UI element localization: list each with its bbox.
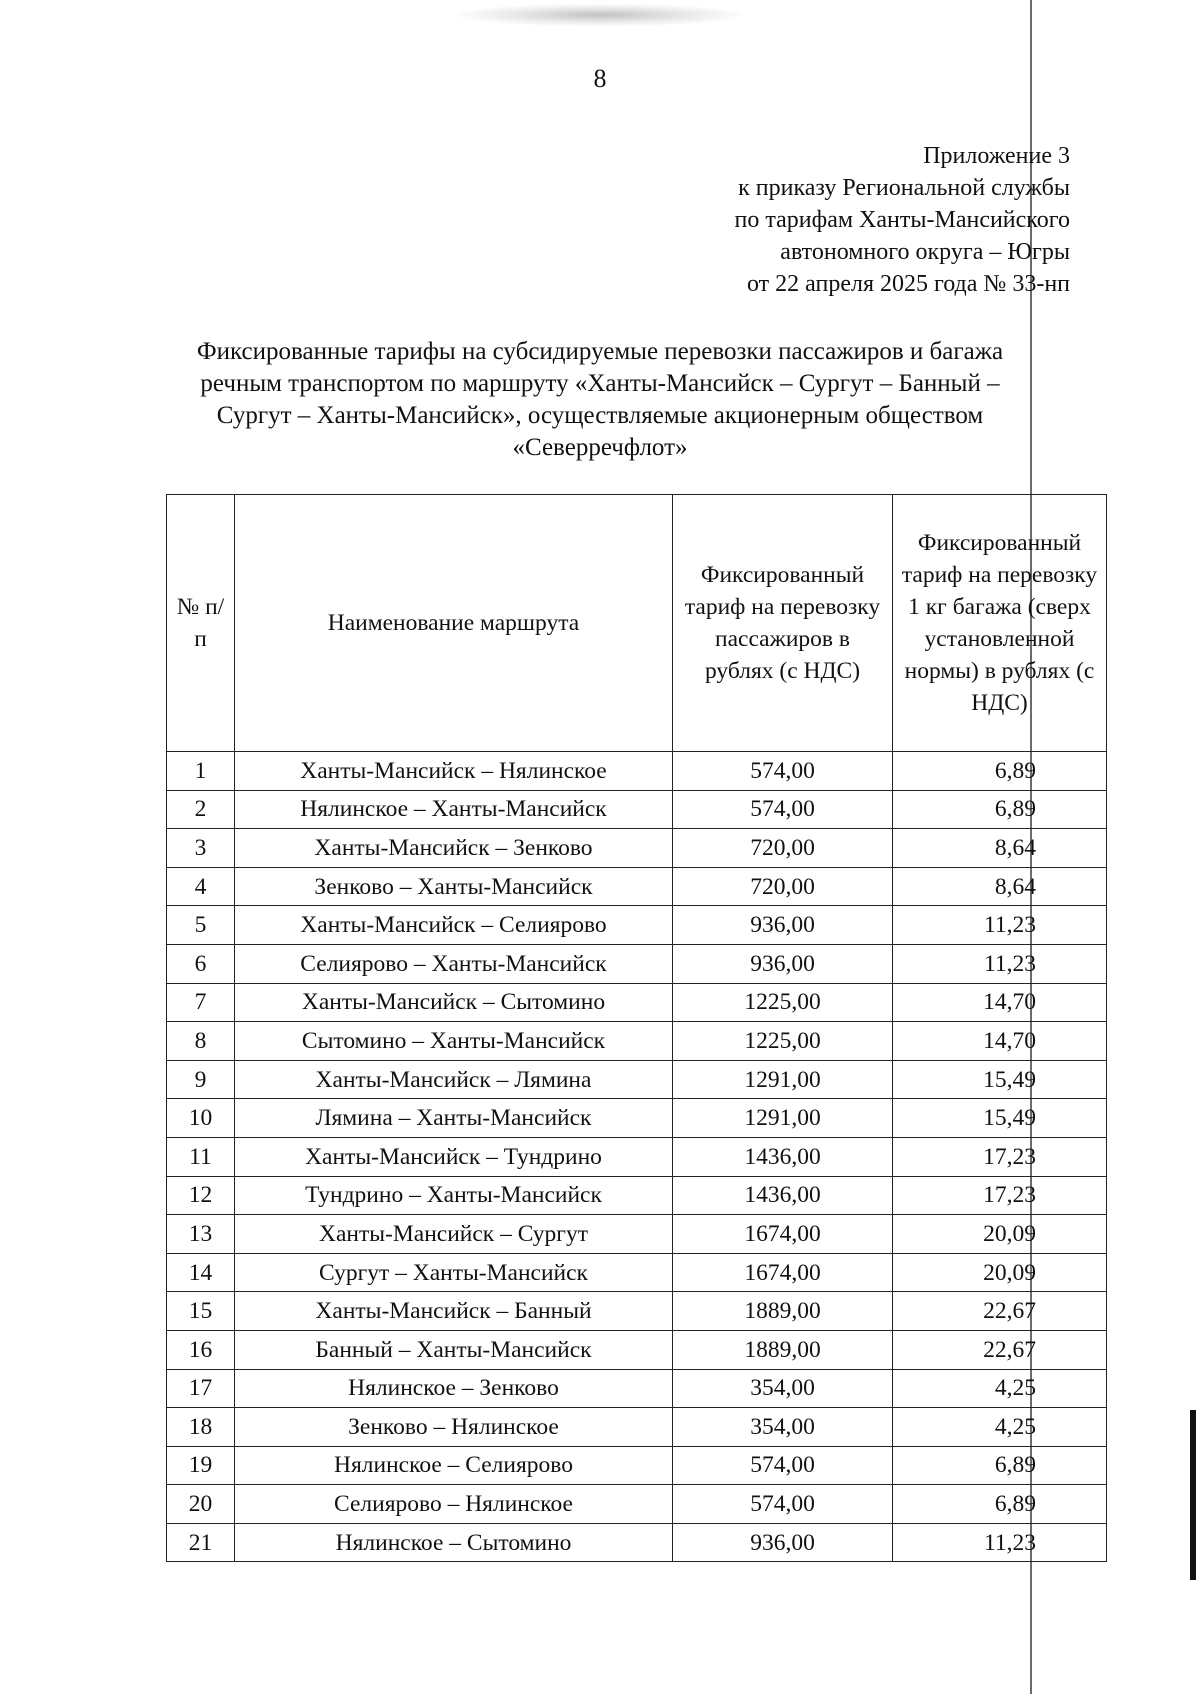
table-row — [167, 906, 1107, 945]
table-row — [167, 1485, 1107, 1524]
row-number-cell: 2 — [167, 790, 235, 829]
row-route-cell: Сытомино – Ханты-Мансийск — [235, 1022, 673, 1061]
table-row — [167, 1369, 1107, 1408]
row-baggage-tariff-cell: 20,09 — [893, 1215, 1107, 1254]
row-number-cell: 3 — [167, 829, 235, 868]
table-row — [167, 1523, 1107, 1562]
row-passenger-tariff-cell: 936,00 — [673, 906, 893, 945]
row-baggage-tariff-cell: 11,23 — [893, 906, 1107, 945]
table-row — [167, 1253, 1107, 1292]
row-passenger-tariff-cell: 720,00 — [673, 867, 893, 906]
row-passenger-tariff-cell: 936,00 — [673, 1523, 893, 1562]
row-number-cell: 8 — [167, 1022, 235, 1061]
row-route-cell: Сургут – Ханты-Мансийск — [235, 1253, 673, 1292]
appendix-line: от 22 апреля 2025 года № 33-нп — [746, 271, 1070, 297]
appendix-line: Приложение 3 — [923, 143, 1070, 169]
row-baggage-tariff-cell: 15,49 — [893, 1060, 1107, 1099]
row-passenger-tariff-cell: 1436,00 — [673, 1137, 893, 1176]
row-route-cell: Селиярово – Нялинское — [235, 1485, 673, 1524]
row-baggage-tariff-cell: 8,64 — [893, 829, 1107, 868]
row-baggage-tariff-cell: 17,23 — [893, 1137, 1107, 1176]
row-route-cell: Ханты-Мансийск – Зенково — [235, 829, 673, 868]
title-line: «Северречфлот» — [512, 434, 688, 461]
row-baggage-tariff-cell: 4,25 — [893, 1408, 1107, 1447]
appendix-line: автономного округа – Югры — [780, 239, 1070, 265]
tariff-table — [166, 494, 1107, 1562]
title-line: Фиксированные тарифы на субсидируемые перевозки пассажиров и багажа — [196, 338, 1004, 365]
table-row — [167, 1176, 1107, 1215]
row-baggage-tariff-cell: 6,89 — [893, 1485, 1107, 1524]
page-number: 8 — [593, 64, 607, 93]
scan-smudge — [460, 4, 740, 26]
row-number-cell: 15 — [167, 1292, 235, 1331]
row-number-cell: 18 — [167, 1408, 235, 1447]
row-baggage-tariff-cell: 8,64 — [893, 867, 1107, 906]
row-passenger-tariff-cell: 936,00 — [673, 944, 893, 983]
row-passenger-tariff-cell: 1225,00 — [673, 983, 893, 1022]
row-baggage-tariff-cell: 17,23 — [893, 1176, 1107, 1215]
row-passenger-tariff-cell: 574,00 — [673, 752, 893, 791]
row-route-cell: Ханты-Мансийск – Тундрино — [235, 1137, 673, 1176]
row-passenger-tariff-cell: 1889,00 — [673, 1292, 893, 1331]
row-route-cell: Нялинское – Сытомино — [235, 1523, 673, 1562]
appendix-note — [735, 140, 1070, 300]
row-route-cell: Ханты-Мансийск – Селиярово — [235, 906, 673, 945]
row-number-cell: 7 — [167, 983, 235, 1022]
row-route-cell: Нялинское – Селиярово — [235, 1446, 673, 1485]
row-passenger-tariff-cell: 354,00 — [673, 1369, 893, 1408]
row-route-cell: Лямина – Ханты-Мансийск — [235, 1099, 673, 1138]
row-number-cell: 12 — [167, 1176, 235, 1215]
row-route-cell: Ханты-Мансийск – Лямина — [235, 1060, 673, 1099]
row-baggage-tariff-cell: 22,67 — [893, 1292, 1107, 1331]
row-baggage-tariff-cell: 6,89 — [893, 1446, 1107, 1485]
row-baggage-tariff-cell: 20,09 — [893, 1253, 1107, 1292]
row-route-cell: Селиярово – Ханты-Мансийск — [235, 944, 673, 983]
row-baggage-tariff-cell: 11,23 — [893, 944, 1107, 983]
table-row — [167, 983, 1107, 1022]
table-row — [167, 1446, 1107, 1485]
row-number-cell: 17 — [167, 1369, 235, 1408]
row-route-cell: Зенково – Нялинское — [235, 1408, 673, 1447]
table-row — [167, 1292, 1107, 1331]
row-baggage-tariff-cell: 6,89 — [893, 790, 1107, 829]
table-row — [167, 829, 1107, 868]
table-row — [167, 790, 1107, 829]
row-number-cell: 6 — [167, 944, 235, 983]
row-passenger-tariff-cell: 1889,00 — [673, 1330, 893, 1369]
header-passenger-tariff: Фиксированный тариф на перевозку пассажиров в рублях (с НДС) — [673, 495, 893, 752]
table-row — [167, 1060, 1107, 1099]
table-body — [167, 752, 1107, 1562]
table-row — [167, 1330, 1107, 1369]
table-row — [167, 752, 1107, 791]
row-number-cell: 13 — [167, 1215, 235, 1254]
row-number-cell: 1 — [167, 752, 235, 791]
document-title — [120, 336, 1080, 464]
table-row — [167, 1408, 1107, 1447]
row-number-cell: 16 — [167, 1330, 235, 1369]
row-number-cell: 9 — [167, 1060, 235, 1099]
appendix-line: по тарифам Ханты-Мансийского — [734, 207, 1070, 233]
table-row — [167, 1099, 1107, 1138]
row-number-cell: 4 — [167, 867, 235, 906]
table-row — [167, 1215, 1107, 1254]
row-baggage-tariff-cell: 22,67 — [893, 1330, 1107, 1369]
row-route-cell: Ханты-Мансийск – Сургут — [235, 1215, 673, 1254]
row-route-cell: Зенково – Ханты-Мансийск — [235, 867, 673, 906]
row-passenger-tariff-cell: 1291,00 — [673, 1099, 893, 1138]
row-number-cell: 5 — [167, 906, 235, 945]
row-route-cell: Тундрино – Ханты-Мансийск — [235, 1176, 673, 1215]
row-passenger-tariff-cell: 720,00 — [673, 829, 893, 868]
table-row — [167, 1022, 1107, 1061]
header-baggage-tariff: Фиксированный тариф на перевозку 1 кг багажа (сверх установленной нормы) в рублях (с НДС) — [893, 495, 1107, 752]
row-baggage-tariff-cell: 14,70 — [893, 983, 1107, 1022]
header-route: Наименование маршрута — [235, 495, 673, 752]
scan-edge-mark — [1190, 1410, 1196, 1580]
table-row — [167, 944, 1107, 983]
row-passenger-tariff-cell: 574,00 — [673, 1446, 893, 1485]
row-number-cell: 20 — [167, 1485, 235, 1524]
table-row — [167, 867, 1107, 906]
title-line: Сургут – Ханты-Мансийск», осуществляемые акционерным обществом — [216, 402, 984, 429]
appendix-line: к приказу Региональной службы — [738, 175, 1070, 201]
title-line: речным транспортом по маршруту «Ханты-Мансийск – Сургут – Банный – — [200, 370, 1000, 397]
row-route-cell: Банный – Ханты-Мансийск — [235, 1330, 673, 1369]
row-passenger-tariff-cell: 1436,00 — [673, 1176, 893, 1215]
table-header-row — [167, 495, 1107, 752]
table-row — [167, 1137, 1107, 1176]
row-number-cell: 21 — [167, 1523, 235, 1562]
row-route-cell: Нялинское – Ханты-Мансийск — [235, 790, 673, 829]
row-baggage-tariff-cell: 6,89 — [893, 752, 1107, 791]
row-passenger-tariff-cell: 574,00 — [673, 790, 893, 829]
row-passenger-tariff-cell: 354,00 — [673, 1408, 893, 1447]
row-number-cell: 19 — [167, 1446, 235, 1485]
row-number-cell: 11 — [167, 1137, 235, 1176]
row-passenger-tariff-cell: 1291,00 — [673, 1060, 893, 1099]
row-passenger-tariff-cell: 1225,00 — [673, 1022, 893, 1061]
row-number-cell: 10 — [167, 1099, 235, 1138]
row-route-cell: Ханты-Мансийск – Сытомино — [235, 983, 673, 1022]
row-route-cell: Нялинское – Зенково — [235, 1369, 673, 1408]
header-number: № п/п — [167, 495, 235, 752]
row-baggage-tariff-cell: 4,25 — [893, 1369, 1107, 1408]
row-passenger-tariff-cell: 574,00 — [673, 1485, 893, 1524]
row-passenger-tariff-cell: 1674,00 — [673, 1215, 893, 1254]
row-baggage-tariff-cell: 15,49 — [893, 1099, 1107, 1138]
row-passenger-tariff-cell: 1674,00 — [673, 1253, 893, 1292]
row-baggage-tariff-cell: 11,23 — [893, 1523, 1107, 1562]
row-baggage-tariff-cell: 14,70 — [893, 1022, 1107, 1061]
row-route-cell: Ханты-Мансийск – Банный — [235, 1292, 673, 1331]
row-number-cell: 14 — [167, 1253, 235, 1292]
row-route-cell: Ханты-Мансийск – Нялинское — [235, 752, 673, 791]
